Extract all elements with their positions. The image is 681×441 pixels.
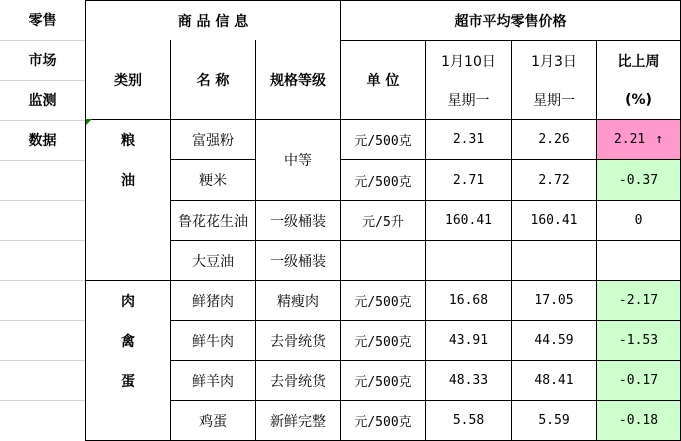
row-8-price1: 5.58 [452,413,485,428]
category-header: 类别 [114,73,142,89]
row-5-name: 鲜猪肉 [192,293,234,310]
row-3-price1: 160.41 [445,213,492,228]
category-meat-3: 蛋 [121,374,135,390]
row-3-spec: 一级桶装 [270,213,326,230]
row-8-change: -0.18 [618,413,659,428]
row-1-name: 富强粉 [192,132,234,149]
row-1-change-value: 2.21 [613,132,646,147]
row-5-spec: 精瘦肉 [277,293,319,310]
side-label-4: 数据 [28,133,57,149]
row-8-name: 鸡蛋 [199,413,227,430]
side-label-2: 市场 [28,53,57,69]
row-2-price1: 2.71 [452,172,485,188]
row-6-price1: 43.91 [448,333,489,348]
row-8-spec: 新鲜完整 [270,413,326,430]
category-grain-2: 油 [121,173,135,189]
compare-header: 比上周 [617,53,660,70]
category-meat-1: 肉 [121,294,135,310]
row-2-name: 粳米 [199,173,227,189]
row-5-change: -2.17 [618,293,659,308]
row-7-price1: 48.33 [448,373,489,388]
row-5-unit: 元/500克 [354,295,412,310]
side-label-1: 零售 [28,13,57,29]
category-grain-1: 粮 [121,133,135,149]
row-7-unit: 元/500克 [354,375,412,390]
row-3-name: 鲁花花生油 [178,213,248,230]
row-1-change [597,120,680,159]
row-6-name: 鲜牛肉 [192,333,234,350]
row-6-price2: 44.59 [534,333,574,348]
row-7-name: 鲜羊肉 [192,373,234,390]
row-3-change: 0 [634,213,643,228]
row-6-change: -1.53 [618,333,659,348]
row-7-spec: 去骨统货 [270,373,326,390]
row-5-price2: 17.05 [534,293,574,308]
percent-header: (%) [625,91,652,108]
row-3-price2: 160.41 [530,213,578,228]
category-meat-2: 禽 [121,334,135,350]
row-4-name: 大豆油 [192,253,234,270]
weekday1-header: 星期一 [447,92,490,109]
row-7-price2: 48.41 [534,373,574,388]
row-5-price1: 16.68 [448,293,489,308]
price-title-header: 超市平均零售价格 [454,13,567,30]
row-6-spec: 去骨统货 [270,333,326,350]
row-1-unit: 元/500克 [354,134,412,149]
row-7-change: -0.17 [618,373,659,388]
spec-header: 规格等级 [270,73,326,89]
date1-header: 1月10日 [441,53,496,70]
weekday2-header: 星期一 [533,92,575,109]
row-1-price1: 2.31 [452,132,485,147]
side-label-3: 监测 [28,93,57,109]
row-6-unit: 元/500克 [354,335,412,350]
row-1-spec: 中等 [284,153,312,169]
product-info-header: 商 品 信 息 [177,13,249,30]
name-header: 名 称 [196,73,230,89]
row-2-price2: 2.72 [538,172,570,188]
up-arrow-icon: ↑ [655,132,664,147]
row-2-unit: 元/500克 [354,174,412,190]
unit-header: 单 位 [366,73,400,89]
row-8-unit: 元/500克 [354,415,412,430]
row-2-change: -0.37 [618,172,659,188]
row-1-price2: 2.26 [538,132,570,147]
row-4-spec: 一级桶装 [270,253,326,270]
row-3-unit: 元/5升 [362,215,404,230]
row-8-price2: 5.59 [538,413,570,428]
date2-header: 1月3日 [531,53,577,70]
